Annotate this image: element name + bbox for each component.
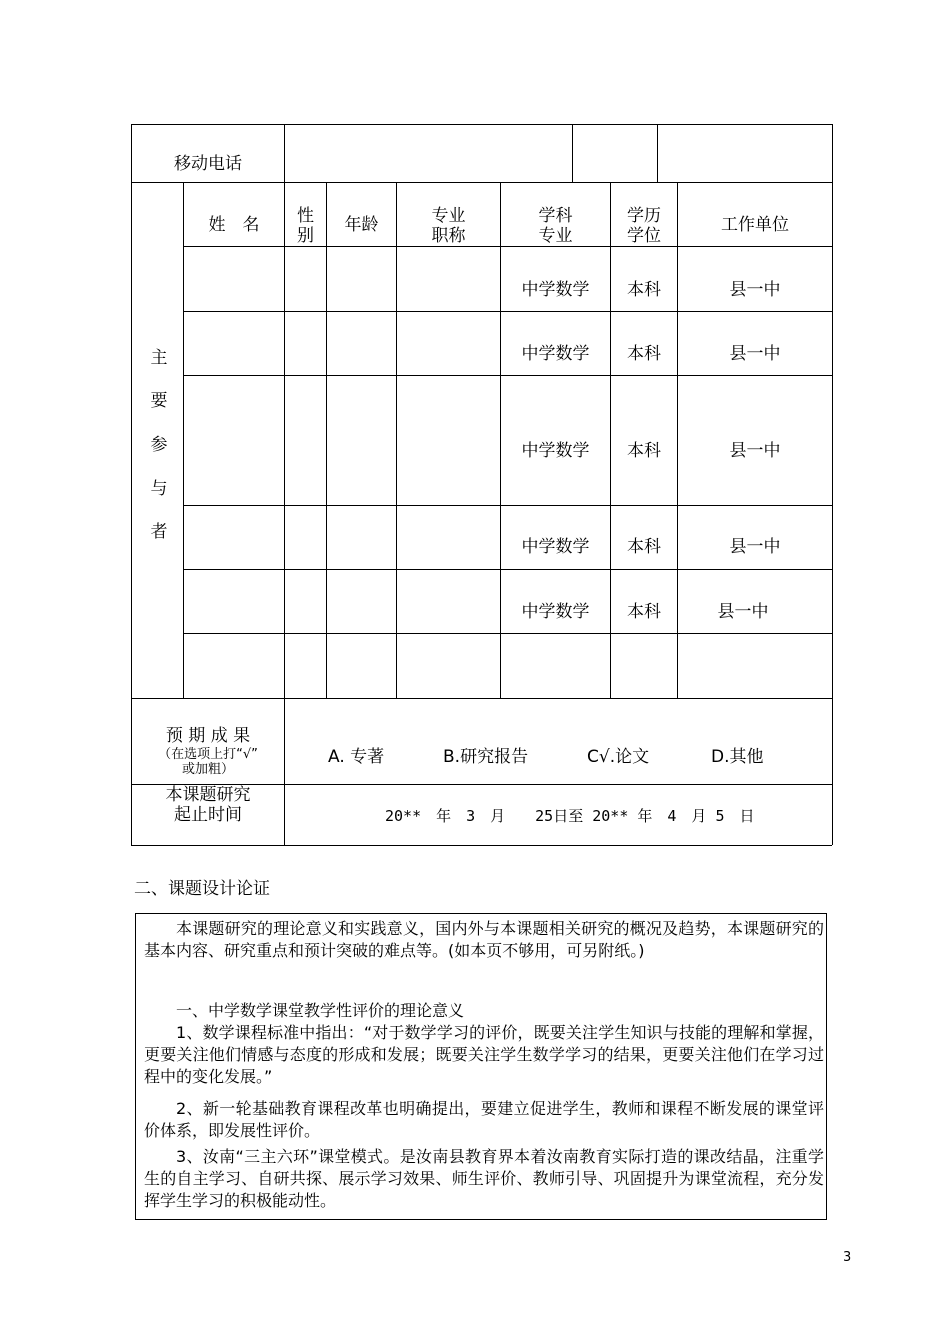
header-title	[397, 206, 500, 246]
section-heading: 二、课题设计论证	[134, 879, 270, 899]
row-2-subject: 中学数学	[521, 344, 590, 364]
header-title-line: 职称	[431, 226, 466, 246]
side-label-char: 要	[150, 391, 168, 411]
header-unit: 工作单位	[721, 215, 789, 235]
header-gender	[285, 206, 326, 246]
side-label-char: 与	[150, 479, 168, 499]
row-5-subject: 中学数学	[521, 602, 590, 622]
row-2-unit: 县一中	[729, 344, 781, 364]
expected-note	[132, 747, 284, 777]
section-paragraph: 2、新一轮基础教育课程改革也明确提出，要建立促进学生，教师和课程不断发展的课堂评价体系，即发展性评价。	[144, 1099, 824, 1140]
section-paragraph: 本课题研究的理论意义和实践意义，国内外与本课题相关研究的概况及趋势，本课题研究的基本内容、研究重点和预计突破的难点等。(如本页不够用，可另附纸。)	[144, 919, 824, 960]
row-5-degree: 本科	[627, 602, 661, 622]
option-report: B.研究报告	[443, 747, 529, 767]
header-degree-line: 学位	[627, 226, 661, 246]
expected-label: 预 期 成 果	[165, 726, 251, 746]
row-3-degree: 本科	[627, 441, 661, 461]
header-gender-line: 性	[297, 206, 314, 226]
option-other: D.其他	[711, 747, 764, 767]
period-value: 20** 年 3 月 25日至 20** 年 4 月 5 日	[385, 807, 755, 825]
row-4-unit: 县一中	[729, 537, 781, 557]
row-4-degree: 本科	[627, 537, 661, 557]
header-gender-line: 别	[297, 226, 314, 246]
header-name: 姓 名	[208, 215, 260, 235]
row-3-subject: 中学数学	[521, 441, 590, 461]
row-2-degree: 本科	[627, 344, 661, 364]
header-subject-line: 专业	[538, 226, 573, 246]
period-label-line: 本课题研究	[165, 785, 251, 805]
row-1-degree: 本科	[627, 280, 661, 300]
option-monograph: A. 专著	[328, 747, 385, 767]
row-3-unit: 县一中	[729, 441, 781, 461]
expected-note-line: 或加粗）	[181, 762, 234, 777]
header-degree	[611, 206, 677, 246]
page-number: 3	[843, 1250, 852, 1265]
header-subject-line: 学科	[538, 206, 573, 226]
option-paper: C√.论文	[587, 747, 650, 767]
header-subject	[501, 206, 610, 246]
row-4-subject: 中学数学	[521, 537, 590, 557]
header-degree-line: 学历	[627, 206, 661, 226]
row-1-unit: 县一中	[729, 280, 781, 300]
section-paragraph: 1、数学课程标准中指出：“对于数学学习的评价，既要关注学生知识与技能的理解和掌握，更要关注他们情感与态度的形成和发展；既要关注学生数学学习的结果，更要关注他们在学习过程中的变化发展。”	[144, 1023, 824, 1086]
side-label-char: 主	[150, 348, 168, 368]
period-label	[132, 785, 284, 825]
row-1-subject: 中学数学	[521, 280, 590, 300]
expected-note-line: （在选项上打“√”	[158, 747, 258, 762]
side-label-char: 参	[150, 435, 168, 455]
section-paragraph: 3、汝南“三主六环”课堂模式。是汝南县教育界本着汝南教育实际打造的课改结晶，注重学生的自主学习、自研共探、展示学习效果、师生评价、教师引导、巩固提升为课堂流程，充分发挥学生学习的积极能动性。	[144, 1147, 824, 1210]
side-label-char: 者	[150, 522, 168, 542]
mobile-label: 移动电话	[174, 154, 242, 174]
section-paragraph: 一、中学数学课堂教学性评价的理论意义	[176, 1001, 465, 1020]
row-5-unit: 县一中	[717, 602, 769, 622]
header-age: 年龄	[344, 215, 379, 235]
header-title-line: 专业	[431, 206, 466, 226]
period-label-line: 起止时间	[174, 805, 242, 825]
